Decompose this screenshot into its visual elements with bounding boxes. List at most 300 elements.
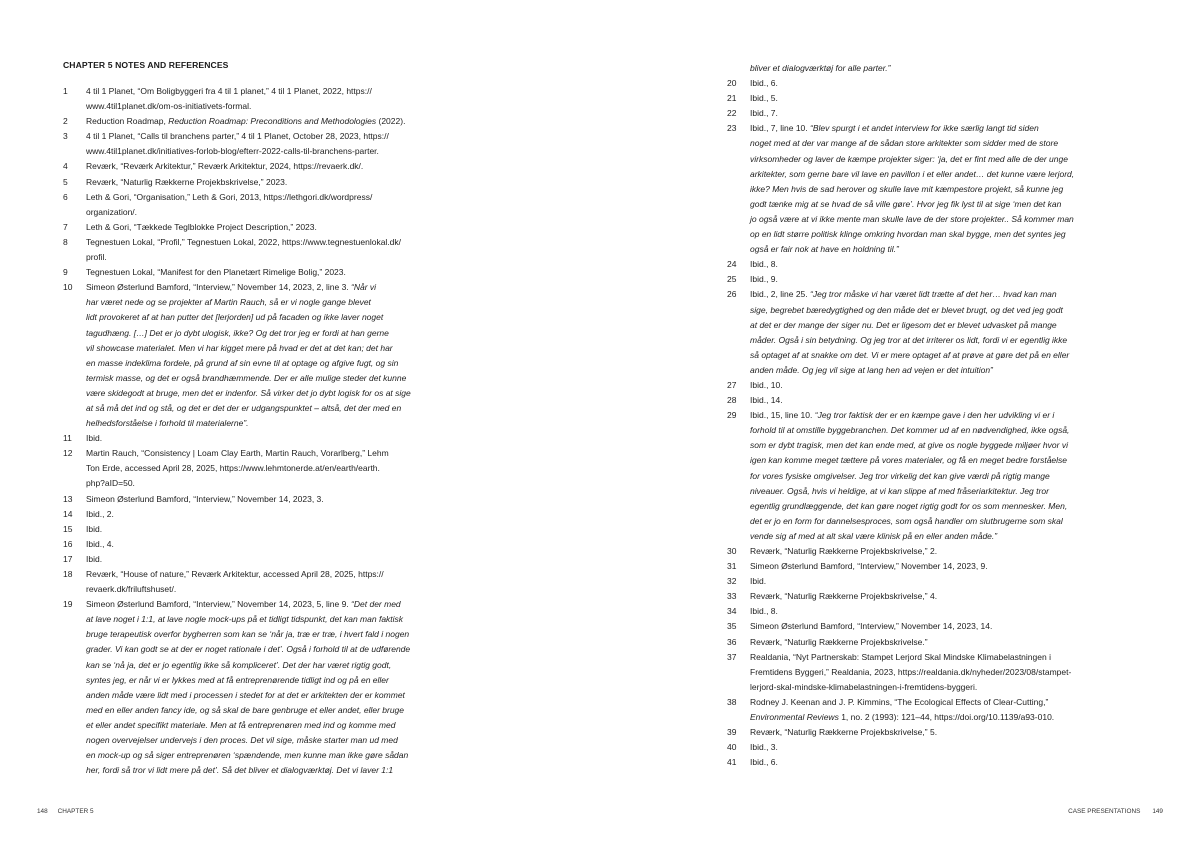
- note-text: 4 til 1 Planet, “Om Boligbyggeri fra 4 til 1 planet,” 4 til 1 Planet, 2022, https://: [86, 86, 372, 96]
- note-quote-text: en masse indeklima fordele, på grund af sin evne til at optage og afgive fugt, og sin: [86, 357, 399, 368]
- note-number: 41: [727, 757, 737, 768]
- note-number: 20: [727, 78, 737, 89]
- page-number: 149: [1152, 808, 1163, 815]
- note-line: [86, 310, 483, 325]
- note-text: Ibid., 6.: [750, 757, 778, 768]
- note-line: [750, 499, 1147, 514]
- note-quote-text: anden måde være lidt med i processen i stedet for at det er arkitekten der er kommet: [86, 689, 405, 700]
- notes-list-right: [727, 61, 1147, 770]
- note-quote-text: Environmental Reviews: [750, 712, 839, 723]
- note-line: [750, 710, 1147, 725]
- note-line: [86, 748, 483, 763]
- note-quote-text: helhedsforståelse i forhold til materialerne”.: [86, 418, 249, 429]
- note-line: [86, 627, 483, 642]
- note-quote-text: igen kan komme meget tættere på vores materialer, og få en meget bedre forståelse: [750, 455, 1068, 466]
- note-item: [727, 378, 1147, 393]
- note-number: 33: [727, 591, 737, 602]
- note-quote-text: som er dybt tragisk, men det kan ende med, at give os nogle byggede miljøer hvor vi: [750, 440, 1068, 451]
- note-number: 26: [727, 289, 737, 300]
- note-quote-text: “Jeg tror faktisk der er en kæmpe gave i den her udvikling vi er i: [814, 410, 1055, 421]
- note-line: [86, 507, 483, 522]
- note-quote-text: “Når vi: [351, 282, 377, 293]
- note-number: 36: [727, 636, 737, 647]
- note-line: [86, 718, 483, 733]
- note-text-block: [86, 129, 483, 159]
- note-line: [750, 272, 1147, 287]
- note-line: [86, 733, 483, 748]
- chapter-heading: CHAPTER 5 NOTES AND REFERENCES: [63, 60, 229, 70]
- note-number: 8: [63, 236, 68, 247]
- note-quote-text: forhold til at omstille byggebranchen. Det kommer ud af en nødvendighed, ikke også,: [750, 425, 1070, 436]
- note-text: Ibid.: [750, 576, 767, 587]
- note-line: [86, 673, 483, 688]
- note-continuation: [727, 61, 1147, 76]
- note-text: Ibid.: [86, 553, 103, 564]
- note-line: [86, 114, 483, 129]
- note-line: [86, 431, 483, 446]
- note-line: [750, 740, 1147, 755]
- note-line: [750, 650, 1147, 665]
- note-line: [750, 604, 1147, 619]
- note-line: [86, 401, 483, 416]
- note-text-block: [750, 121, 1147, 257]
- note-text-block: [86, 492, 483, 507]
- note-text-block: [86, 552, 483, 567]
- note-number: 38: [727, 696, 737, 707]
- note-number: 30: [727, 546, 737, 556]
- note-line: [750, 76, 1147, 91]
- note-text: lerjord-skal-mindske-klimabelastningen-i-fremtidens-byggeri.: [750, 681, 978, 692]
- note-quote-text: lidt provokeret af at han putter det [lerjorden] ud på facaden og ikke laver noget: [86, 312, 384, 323]
- note-text-block: [750, 393, 1147, 408]
- note-line: [750, 695, 1147, 710]
- note-number: 23: [727, 123, 737, 134]
- note-item: [727, 544, 1147, 559]
- note-line: [86, 658, 483, 673]
- note-quote-text: tagudhæng. […] Det er jo dybt ulogisk, ikke? Og det tror jeg er fordi at han gerne: [86, 327, 389, 338]
- note-line: [86, 597, 483, 612]
- note-line: [750, 725, 1147, 740]
- note-number: 37: [727, 651, 737, 662]
- note-number: 29: [727, 410, 737, 421]
- note-text-block: [86, 597, 483, 778]
- note-line: [750, 257, 1147, 272]
- note-quote-text: en mock-up og så siger entreprenøren ‘spændende, men kunne man ikke gøre sådan: [86, 750, 409, 761]
- note-line: [86, 476, 483, 491]
- note-quote-text: anden måde. Og jeg vil sige at lang hen ad vejen er det intuition”: [750, 364, 993, 375]
- note-item: [63, 537, 483, 552]
- page-number: 148: [37, 808, 48, 815]
- note-line: [750, 121, 1147, 136]
- note-quote-text: arkitekter, som gerne bare vil lave en pavillon i et eller andet… det kunne være lerjord,: [750, 168, 1075, 179]
- note-text-block: [86, 220, 483, 235]
- note-text: Ibid., 6.: [750, 78, 778, 89]
- note-text: Simeon Østerlund Bamford, “Interview,” November 14, 2023, 5, line 9.: [86, 599, 352, 610]
- note-text-block: [750, 257, 1147, 272]
- note-line: [750, 559, 1147, 574]
- note-quote-text: syntes jeg, er når vi er lykkes med at få entreprenørende tidligt ind og på en eller: [86, 674, 389, 685]
- note-line: [750, 197, 1147, 212]
- note-line: [750, 167, 1147, 182]
- note-quote-text: det er jo en form for dannelsesproces, som også handler om slutbrugerne som skal: [750, 515, 1063, 526]
- note-text: Ibid., 4.: [86, 538, 114, 549]
- note-number: 16: [63, 538, 73, 549]
- note-line: [750, 242, 1147, 257]
- note-number: 15: [63, 523, 73, 534]
- note-quote-text: med en eller anden fancy ide, og så skal de bare genbruge et eller andet, eller bruge: [86, 704, 405, 715]
- note-text: Ton Erde, accessed April 28, 2025, https://www.lehmtonerde.at/en/earth/earth.: [86, 463, 380, 474]
- note-line: [86, 386, 483, 401]
- note-text: Reværk, “Naturlig Rækkerne Projekbskrivelse,” 4.: [750, 591, 938, 602]
- note-text: Ibid., 9.: [750, 274, 778, 285]
- note-line: [86, 220, 483, 235]
- note-text-block: [750, 408, 1147, 544]
- note-item: [63, 129, 483, 159]
- note-line: [86, 522, 483, 537]
- note-text-block: [86, 84, 483, 114]
- note-item: [727, 272, 1147, 287]
- note-item: [63, 431, 483, 446]
- note-number: 34: [727, 606, 737, 617]
- note-quote-text: at lave noget i 1:1, at lave nogle mock-ups på et tidligt tidspunkt, det kan man faktisk: [86, 614, 404, 625]
- note-line: [86, 552, 483, 567]
- note-quote-text: være skidegodt at bruge, men det er indenfor. Så virker det jo dybt logisk for os at sige: [86, 387, 411, 398]
- note-line: [750, 287, 1147, 302]
- note-item: [727, 287, 1147, 378]
- note-text: Simeon Østerlund Bamford, “Interview,” November 14, 2023, 14.: [750, 621, 993, 632]
- note-text: Reværk, “House of nature,” Reværk Arkitektur, accessed April 28, 2025, https://: [86, 569, 384, 579]
- note-line: [750, 635, 1147, 650]
- note-text: Reduction Roadmap,: [86, 116, 169, 127]
- note-text: Ibid., 5.: [750, 93, 778, 104]
- note-line: [86, 175, 483, 190]
- note-text: (2022).: [376, 116, 406, 127]
- note-number: 22: [727, 108, 737, 119]
- note-line: [750, 453, 1147, 468]
- note-text: 1, no. 2 (1993): 121–44, https://doi.org/10.1139/a93-010.: [838, 712, 1055, 723]
- note-text: Ibid.: [86, 523, 103, 534]
- note-line: [750, 469, 1147, 484]
- note-number: 31: [727, 561, 737, 572]
- note-line: [86, 416, 483, 431]
- note-line: [750, 303, 1147, 318]
- note-text: Ibid., 8.: [750, 259, 778, 270]
- note-quote-text: jo også være at vi ikke mente man skulle lave de der store projekter.. Så kommer man: [750, 213, 1074, 224]
- note-item: [727, 650, 1147, 695]
- note-number: 4: [63, 161, 68, 172]
- note-number: 6: [63, 191, 68, 202]
- note-item: [727, 393, 1147, 408]
- note-line: [86, 265, 483, 280]
- note-text: Ibid., 10.: [750, 379, 783, 390]
- notes-list-left: [63, 84, 483, 778]
- note-text: Ibid., 2, line 25.: [750, 289, 811, 300]
- note-line: [750, 136, 1147, 151]
- note-item: [63, 190, 483, 220]
- note-text-block: [750, 91, 1147, 106]
- note-text: Reværk, “Naturlig Rækkerne Projekbskrivelse,” 2.: [750, 546, 938, 556]
- note-line: [86, 371, 483, 386]
- note-text-block: [750, 76, 1147, 91]
- note-number: 28: [727, 395, 737, 406]
- note-text-block: [750, 635, 1147, 650]
- footer-left: [37, 808, 94, 815]
- note-quote-text: “Jeg tror måske vi har været lidt trætte af det her… hvad kan man: [810, 289, 1057, 300]
- note-quote-text: her, fordi så tror vi lidt mere på det’. Så det bliver et dialogværktøj. Det vi laver 1:1: [86, 765, 394, 776]
- note-text: php?aID=50.: [86, 478, 135, 489]
- note-item: [63, 220, 483, 235]
- note-line: [86, 537, 483, 552]
- note-text: Ibid., 7, line 10.: [750, 123, 811, 134]
- note-line: [750, 182, 1147, 197]
- note-text: Reværk, “Naturlig Rækkerne Projekbskrivelse,” 2023.: [86, 176, 288, 187]
- note-text-block: [86, 567, 483, 597]
- note-number: 5: [63, 176, 68, 187]
- note-text: Ibid., 2.: [86, 508, 114, 519]
- note-line: [750, 227, 1147, 242]
- note-quote-text: kan se ‘nå ja, det er jo egentlig ikke så kompliceret’. Det der har været rigtig godt,: [86, 659, 392, 670]
- note-item: [727, 408, 1147, 544]
- footer-right: [1068, 808, 1163, 815]
- note-item: [63, 446, 483, 491]
- note-item: [727, 559, 1147, 574]
- note-text: Ibid., 15, line 10.: [750, 410, 815, 421]
- note-item: [63, 280, 483, 431]
- note-text: Reværk, “Naturlig Rækkerne Projekbskrivelse,” 5.: [750, 727, 938, 738]
- note-text: Ibid., 7.: [750, 108, 778, 119]
- note-line: [750, 755, 1147, 770]
- note-text-block: [750, 559, 1147, 574]
- note-item: [727, 755, 1147, 770]
- note-quote-text: godt tænke mig at se hvad de så ville gøre’. Hvor jeg fik lyst til at sige ‘men det kan: [750, 198, 1062, 209]
- note-number: 32: [727, 576, 737, 587]
- note-item: [63, 552, 483, 567]
- note-line: [86, 356, 483, 371]
- note-line: [86, 492, 483, 507]
- note-text-block: [750, 604, 1147, 619]
- note-number: 9: [63, 267, 68, 278]
- note-number: 12: [63, 448, 73, 459]
- note-text-block: [750, 544, 1147, 559]
- note-quote-text: for vores fysiske omgivelser. Jeg tror virkelig det kan give værdi på rigtig mange: [750, 470, 1050, 481]
- note-line: [86, 84, 483, 99]
- note-line: [750, 484, 1147, 499]
- note-number: 35: [727, 621, 737, 632]
- note-text-block: [750, 272, 1147, 287]
- note-line: [86, 582, 483, 597]
- note-quote-text: termisk masse, og det er også brandhæmmende. Der er alle mulige steder det kunne: [86, 372, 407, 383]
- note-line: [750, 152, 1147, 167]
- note-text-block: [750, 619, 1147, 634]
- note-item: [63, 522, 483, 537]
- note-text: Martin Rauch, “Consistency | Loam Clay Earth, Martin Rauch, Vorarlberg,” Lehm: [86, 448, 389, 459]
- note-line: [750, 665, 1147, 680]
- note-line: [86, 461, 483, 476]
- running-footer: CASE PRESENTATIONS: [1068, 808, 1141, 815]
- note-quote-text: også er fair nok at have en holdning til.”: [750, 244, 899, 255]
- note-text: revaerk.dk/friluftshuset/.: [86, 584, 177, 595]
- note-text-block: [750, 740, 1147, 755]
- note-line: [86, 341, 483, 356]
- note-text-block: [86, 431, 483, 446]
- note-line: [750, 589, 1147, 604]
- note-text-block: [750, 650, 1147, 695]
- note-text-block: [86, 190, 483, 220]
- note-text-block: [750, 755, 1147, 770]
- note-item: [63, 114, 483, 129]
- note-text: www.4til1planet.dk/om-os-initiativets-formal.: [86, 101, 252, 112]
- note-line: [86, 205, 483, 220]
- notes-list: [727, 76, 1147, 770]
- note-quote-text: Reduction Roadmap: Preconditions and Methodologies: [168, 116, 377, 127]
- note-item: [727, 619, 1147, 634]
- note-text: 4 til 1 Planet, “Calls til branchens parter,” 4 til 1 Planet, October 28, 2023, https://: [86, 131, 389, 142]
- note-quote-text: vil showcase materialet. Men vi har kigget mere på hvad er det at det kan; det har: [86, 342, 393, 353]
- note-line: [86, 612, 483, 627]
- note-number: 1: [63, 86, 68, 96]
- note-text: Ibid., 3.: [750, 742, 778, 753]
- note-line: [750, 619, 1147, 634]
- note-quote-text: ikke? Men hvis de sad herover og skulle lave mit kæmpestore projekt, så kunne jeg: [750, 183, 1064, 194]
- note-number: 18: [63, 569, 73, 579]
- note-number: 17: [63, 553, 73, 564]
- note-item: [63, 175, 483, 190]
- note-text: Leth & Gori, “Organisation,” Leth & Gori, 2013, https://lethgori.dk/wordpress/: [86, 191, 373, 202]
- note-item: [727, 76, 1147, 91]
- note-text: Realdania, “Nyt Partnerskab: Stampet Lerjord Skal Mindske Klimabelastningen i: [750, 651, 1051, 662]
- note-item: [63, 84, 483, 114]
- note-item: [63, 235, 483, 265]
- note-text: profil.: [86, 252, 107, 263]
- note-text: Simeon Østerlund Bamford, “Interview,” November 14, 2023, 2, line 3.: [86, 282, 352, 293]
- note-quote-text: “Blev spurgt i et andet interview for ikke særlig langt tid siden: [810, 123, 1039, 134]
- note-text-block: [750, 589, 1147, 604]
- note-item: [727, 121, 1147, 257]
- note-line: [86, 190, 483, 205]
- note-quote-text: bruge terapeutisk overfor bygherren som kan se ‘når ja, træ er træ, i hvert fald i nogen: [86, 629, 410, 640]
- note-number: 24: [727, 259, 737, 270]
- note-text-block: [86, 159, 483, 174]
- note-item: [63, 159, 483, 174]
- note-item: [63, 492, 483, 507]
- note-quote-text: niveauer. Også, hvis vi heldige, at vi kan slippe af med fråseriarkitektur. Jeg tror: [750, 485, 1049, 496]
- note-quote-text: et eller andet specifikt materiale. Men at få entreprenøren med ind og komme med: [86, 719, 396, 730]
- note-line: [86, 642, 483, 657]
- note-text: Fremtidens Byggeri,” Realdania, 2023, https://realdania.dk/nyheder/2023/08/stampet-: [750, 666, 1072, 677]
- note-text: Tegnestuen Lokal, “Profil,” Tegnestuen Lokal, 2022, https://www.tegnestuenlokal.dk/: [86, 236, 402, 247]
- note-quote-text: virksomheder og laver de kæmpe projekter siger: ‘ja, det er fint med alle de der unge: [750, 153, 1068, 164]
- note-text: Ibid., 14.: [750, 395, 783, 406]
- note-line: [750, 212, 1147, 227]
- note-line: [750, 544, 1147, 559]
- note-text: organization/.: [86, 206, 138, 217]
- note-item: [727, 589, 1147, 604]
- note-line: [750, 91, 1147, 106]
- note-quote-text: grader. Vi kan godt se at der er noget rationale i det’. Også i forhold til at de udførende: [86, 644, 411, 655]
- note-item: [727, 695, 1147, 725]
- note-number: 10: [63, 282, 73, 293]
- note-line: [750, 574, 1147, 589]
- note-text-block: [750, 725, 1147, 740]
- note-line: [750, 438, 1147, 453]
- note-text: Simeon Østerlund Bamford, “Interview,” November 14, 2023, 9.: [750, 561, 988, 572]
- note-quote-text: egentlig grundlæggende, det kan gøre noget rigtig godt for os som mennesker. Men,: [750, 500, 1068, 511]
- note-number: 27: [727, 379, 737, 390]
- note-text: www.4til1planet.dk/initiatives-forlob-blog/efterr-2022-calls-til-branchens-parter.: [86, 146, 379, 157]
- note-line: [750, 106, 1147, 121]
- note-text-block: [86, 280, 483, 431]
- note-text: Reværk, “Naturlig Rækkerne Projekbskrivelse.”: [750, 636, 928, 647]
- note-line: [86, 99, 483, 114]
- note-number: 19: [63, 599, 73, 610]
- note-line: [86, 446, 483, 461]
- note-number: 2: [63, 116, 68, 127]
- note-text: Leth & Gori, “Tækkede Teglblokke Project Description,” 2023.: [86, 221, 317, 232]
- note-text-block: [750, 574, 1147, 589]
- note-quote-text: bliver et dialogværktøj for alle parter.”: [750, 63, 891, 73]
- note-text-block: [86, 446, 483, 491]
- note-number: 3: [63, 131, 68, 142]
- note-line: [86, 763, 483, 778]
- note-number: 39: [727, 727, 737, 738]
- note-line: [750, 333, 1147, 348]
- note-line: [86, 688, 483, 703]
- note-text-block: [750, 287, 1147, 378]
- note-line: [750, 680, 1147, 695]
- note-text-block: [86, 507, 483, 522]
- note-text-block: [86, 537, 483, 552]
- note-text: Rodney J. Keenan and J. P. Kimmins, “The Ecological Effects of Clear-Cutting,”: [750, 696, 1049, 707]
- note-line: [86, 129, 483, 144]
- note-item: [63, 265, 483, 280]
- note-text-block: [750, 106, 1147, 121]
- note-line: [86, 295, 483, 310]
- note-text: Simeon Østerlund Bamford, “Interview,” November 14, 2023, 3.: [86, 493, 324, 504]
- note-item: [63, 507, 483, 522]
- note-line: [86, 250, 483, 265]
- note-line: [86, 703, 483, 718]
- note-line: [750, 393, 1147, 408]
- note-item: [727, 574, 1147, 589]
- note-text-block: [86, 175, 483, 190]
- note-quote-text: så optaget af at snakke om det. Vi er mere optaget af at prøve at gøre det på en eller: [750, 349, 1070, 360]
- note-number: 25: [727, 274, 737, 285]
- note-item: [727, 604, 1147, 619]
- note-number: 13: [63, 493, 73, 504]
- running-footer: CHAPTER 5: [57, 808, 94, 815]
- note-quote-text: sige, begrebet bæredygtighed og den måde det er blevet brugt, og det ved jeg godt: [750, 304, 1063, 315]
- note-quote-text: noget med at der var mange af de sådan store arkitekter som sidder med de store: [750, 138, 1059, 149]
- note-line: [750, 61, 1147, 76]
- note-line: [750, 378, 1147, 393]
- note-text-block: [86, 235, 483, 265]
- note-text: Ibid., 8.: [750, 606, 778, 617]
- note-line: [750, 423, 1147, 438]
- note-number: 11: [63, 433, 72, 444]
- note-quote-text: op en lidt større politisk klinge omkring hvordan man skal bygge, men det syntes jeg: [750, 229, 1066, 240]
- note-text: Reværk, “Reværk Arkitektur,” Reværk Arkitektur, 2024, https://revaerk.dk/.: [86, 161, 364, 172]
- note-line: [750, 363, 1147, 378]
- note-text-block: [750, 695, 1147, 725]
- note-number: 14: [63, 508, 73, 519]
- note-number: 40: [727, 742, 737, 753]
- note-line: [750, 529, 1147, 544]
- note-text-block: [86, 265, 483, 280]
- note-item: [727, 635, 1147, 650]
- note-text: Ibid.: [86, 433, 103, 444]
- note-quote-text: måder. Også i sin betydning. Og jeg tror at det irriterer os lidt, fordi vi er egentlig ikke: [750, 334, 1068, 345]
- note-item: [727, 257, 1147, 272]
